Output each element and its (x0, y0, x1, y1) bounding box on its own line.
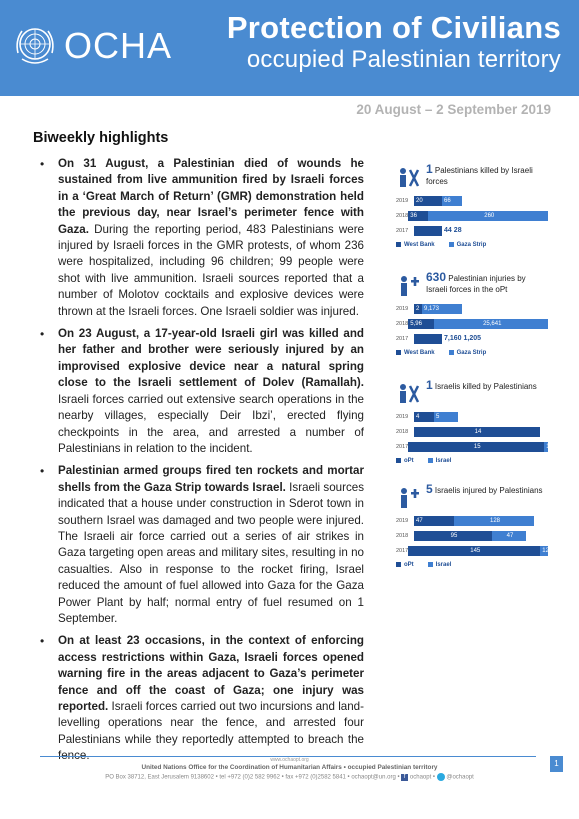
bar-row (396, 530, 544, 542)
bar-wb-label: 7,160 (444, 335, 462, 342)
stat-block-pal-injured (396, 272, 544, 356)
page-number: 1 (550, 756, 563, 772)
bar-gaza: 25,641 (434, 319, 548, 329)
people-icon (396, 166, 422, 192)
bar-israel: 47 (492, 531, 526, 541)
legend-label: Israel (435, 458, 452, 465)
bar-row (396, 210, 544, 222)
stat-block-isr-killed (396, 378, 550, 465)
highlight-body: During the reporting period, 483 Palestinians were injured by Israeli forces in the GMR protests, of whom 236 were hospitalized, including 96 children; 99 people were shot with live ammunition. Israeli sources reported that a number of Molotov cocktails and explosive devices were thrown at the Israeli forces. One Israeli soldier was injured. (58, 222, 364, 318)
bar-year: 2018 (396, 429, 409, 435)
bar-israel: 1 (546, 444, 550, 450)
bar-opt: 4 (414, 412, 434, 422)
bar-gaza: 260 (428, 211, 548, 221)
bar-opt: 15 (408, 442, 544, 452)
bar-gaza-label: 28 (453, 227, 462, 234)
bar-israel: 128 (454, 516, 534, 526)
highlight-item (38, 326, 364, 457)
bar-row (396, 225, 544, 237)
bar-row (396, 426, 544, 438)
legend-label: West Bank (404, 350, 435, 357)
bar-row (396, 303, 544, 315)
stat-number: 1 (426, 162, 433, 176)
legend-label: Gaza Strip (456, 350, 487, 357)
bar-year: 2019 (396, 306, 409, 312)
bar-wb (414, 334, 442, 344)
title-main: Protection of Civilians (226, 10, 561, 45)
stat-label: Palestinian injuries by Israeli forces in the oPt (426, 274, 526, 294)
twitter-icon[interactable] (437, 773, 445, 781)
stat-label: Palestinians killed by Israeli forces (426, 166, 533, 186)
stat-label: Israelis killed by Palestinians (434, 382, 537, 391)
bar-year: 2017 (396, 548, 409, 554)
ocha-logo (12, 22, 172, 70)
legend-label: oPt (404, 562, 414, 569)
stat-title (426, 484, 543, 496)
bar-israel: 12 (542, 548, 549, 554)
report-date: 20 August – 2 September 2019 (356, 102, 551, 117)
footer-contact: PO Box 38712, East Jerusalem 9138602 • tel +972 (0)2 582 9962 • fax +972 (0)2582 5841 • ochaopt@un.org • f ochaopt • @ochaopt (105, 773, 474, 781)
legend (396, 242, 544, 248)
stat-number: 630 (426, 270, 447, 284)
ocha-wordmark: OCHA (64, 25, 173, 66)
title-sub: occupied Palestinian territory (246, 46, 561, 73)
stat-number: 1 (426, 378, 433, 392)
legend-label: West Bank (404, 242, 435, 249)
bar-wb (414, 226, 442, 236)
stat-header (396, 164, 544, 192)
bar-year: 2019 (396, 518, 409, 524)
legend (396, 458, 544, 464)
stat-header (396, 272, 544, 300)
legend-label: Gaza Strip (456, 242, 487, 249)
contact-text: PO Box 38712, East Jerusalem 9138602 • tel +972 (0)2 582 9962 • fax +972 (0)2582 5841 • ochaopt@un.org • (105, 774, 400, 781)
bar-row (396, 545, 549, 557)
bar-row (396, 318, 544, 330)
highlight-lead: Palestinian armed groups fired ten rockets and mortar shells from the Gaza Strip towards Israel. (58, 464, 364, 494)
facebook-handle[interactable]: ochaopt (409, 774, 432, 781)
injured-person-icon (396, 274, 422, 300)
footer-org: United Nations Office for the Coordination of Humanitarian Affairs • occupied Palestinian territory (141, 764, 438, 771)
bar-year: 2019 (396, 198, 409, 204)
highlight-item (38, 463, 364, 627)
highlight-body: Israeli forces carried out extensive search operations in the nearby villages, especially Deir Ibzi’, erected flying checkpoints in the area, and arrested a number of Palestinians in relation to the incident. (58, 392, 364, 455)
bar-gaza-label: 1,205 (463, 335, 482, 342)
legend-label: oPt (404, 458, 414, 465)
bar-gaza: 66 (442, 196, 462, 206)
bar-wb: 36 (408, 211, 428, 221)
highlight-lead: On 23 August, a 17-year-old Israeli girl was killed and her father and brother were seriously injured by an improvised explosive device near a natural spring close to the Israeli settlement of Dolev (Ramallah). (58, 327, 364, 390)
bar-year: 2017 (396, 444, 409, 450)
footer-url[interactable]: www.ochaopt.org (270, 757, 309, 763)
stat-label: Israelis injured by Palestinians (434, 486, 543, 495)
bar-year: 2017 (396, 336, 409, 342)
bar-wb: 2 (414, 304, 422, 314)
bar-opt: 145 (408, 546, 540, 556)
stat-title (426, 164, 544, 187)
un-emblem-icon (12, 23, 58, 69)
highlight-body: Israeli sources indicated that a house under construction in Sderot town in southern Israel was damaged and two people were injured. The Israeli air force carried out a series of air strikes in Gaza targeting open areas and military sites, resulting in no casualties. Also in response to the rocket firing, Israel reduced the amount of fuel allowed into Gaza for the Gaza Power Plant by half; normal entry of fuel resumed on 1 September. (58, 480, 365, 625)
highlight-body: Israeli forces carried out two incursions and land-levelling operations near the fence, and arrested four Palestinians while they reportedly attempted to breach the fence. (58, 700, 364, 763)
injured-person-icon (396, 486, 422, 512)
legend (396, 350, 544, 356)
bar-israel: 5 (434, 412, 458, 422)
bar-wb: 20 (414, 196, 442, 206)
stat-header (396, 484, 544, 512)
bar-opt: 95 (414, 531, 492, 541)
bar-row (396, 515, 544, 527)
stat-block-isr-injured (396, 482, 549, 569)
people-icon (396, 382, 422, 408)
bar-opt: 47 (414, 516, 454, 526)
bar-year: 2018 (396, 321, 409, 327)
header-banner (0, 0, 579, 96)
bar-row (396, 411, 544, 423)
highlight-lead: On at least 23 occasions, in the context of enforcing access restrictions within Gaza, Israeli forces opened warning fire in the areas adjacent to Gaza’s perimeter fence and off the coast of Gaza; one injury was reported. (58, 634, 364, 713)
highlight-item (38, 633, 364, 764)
bar-row (396, 195, 544, 207)
twitter-handle[interactable]: @ochaopt (446, 774, 474, 781)
bar-year: 2019 (396, 414, 409, 420)
highlight-item (38, 156, 364, 320)
highlight-lead: On 31 August, a Palestinian died of wounds he sustained from live ammunition fired by Israeli forces in a ‘Great March of Return’ (GMR) demonstration held the previous day, near Israel’s perimeter fence with Gaza. (58, 157, 364, 236)
stat-title (426, 380, 537, 392)
stat-title (426, 272, 544, 295)
legend-label: Israel (435, 562, 452, 569)
bar-wb-label: 44 (444, 227, 452, 234)
bar-wb: 5,96 (408, 319, 434, 329)
bar-row (396, 441, 550, 453)
section-title: Biweekly highlights (33, 130, 169, 146)
highlights-list (38, 156, 364, 771)
legend (396, 562, 544, 568)
bar-row (396, 333, 544, 345)
stat-block-pal-killed (396, 164, 544, 248)
facebook-icon[interactable]: f (401, 774, 408, 781)
stat-header (396, 380, 544, 408)
bar-year: 2017 (396, 228, 409, 234)
bar-gaza: 9,173 (422, 304, 462, 314)
report-title (227, 10, 561, 74)
bar-year: 2018 (396, 213, 409, 219)
bar-year: 2018 (396, 533, 409, 539)
bar-opt: 14 (414, 427, 540, 437)
stat-number: 5 (426, 482, 433, 496)
